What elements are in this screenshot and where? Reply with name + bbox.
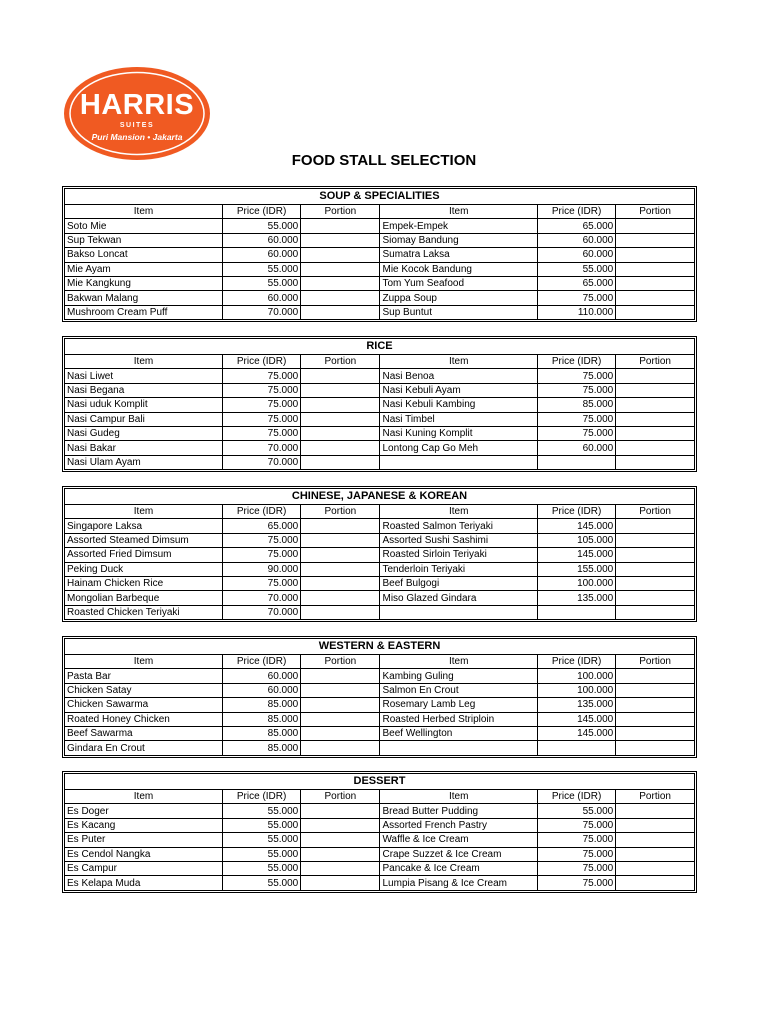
column-header: Item — [65, 655, 223, 669]
table-row — [65, 683, 694, 697]
column-header: Price (IDR) — [537, 790, 615, 804]
column-header: Portion — [616, 505, 694, 519]
logo-location: Puri Mansion • Jakarta — [91, 132, 183, 142]
item-price — [537, 605, 615, 619]
item-portion — [301, 548, 380, 562]
table-row — [65, 426, 694, 440]
table-row — [65, 233, 694, 247]
item-name — [380, 455, 538, 469]
column-header: Portion — [301, 205, 380, 219]
item-name — [380, 741, 538, 755]
column-header: Portion — [301, 505, 380, 519]
item-name: Sup Buntut — [380, 305, 538, 319]
item-name: Pancake & Ice Cream — [380, 861, 538, 875]
item-price: 110.000 — [537, 305, 615, 319]
item-price: 75.000 — [537, 369, 615, 383]
item-portion — [616, 533, 694, 547]
column-header: Price (IDR) — [537, 205, 615, 219]
item-portion — [616, 698, 694, 712]
item-price: 75.000 — [223, 548, 301, 562]
menu-table — [65, 790, 694, 890]
item-price: 60.000 — [223, 669, 301, 683]
item-name: Kambing Guling — [380, 669, 538, 683]
harris-logo — [63, 66, 211, 161]
item-portion — [616, 683, 694, 697]
section-soup — [64, 188, 695, 320]
column-header: Portion — [301, 355, 380, 369]
item-name: Nasi Campur Bali — [65, 412, 223, 426]
item-price: 100.000 — [537, 576, 615, 590]
item-price: 60.000 — [537, 233, 615, 247]
item-portion — [301, 576, 380, 590]
item-portion — [616, 833, 694, 847]
section-title: CHINESE, JAPANESE & KOREAN — [65, 489, 694, 505]
item-price: 55.000 — [223, 219, 301, 233]
item-name: Assorted Fried Dimsum — [65, 548, 223, 562]
item-name: Assorted Sushi Sashimi — [380, 533, 538, 547]
table-row — [65, 741, 694, 755]
table-header — [65, 790, 694, 804]
item-name: Sup Tekwan — [65, 233, 223, 247]
column-header: Price (IDR) — [223, 655, 301, 669]
item-portion — [616, 369, 694, 383]
item-price: 75.000 — [537, 847, 615, 861]
table-row — [65, 383, 694, 397]
item-name: Bakso Loncat — [65, 248, 223, 262]
logo-brand: HARRIS — [79, 89, 195, 121]
item-portion — [301, 726, 380, 740]
item-name: Nasi Bakar — [65, 441, 223, 455]
item-name: Chicken Sawarma — [65, 698, 223, 712]
item-price: 60.000 — [537, 441, 615, 455]
item-price: 135.000 — [537, 591, 615, 605]
item-price: 55.000 — [223, 861, 301, 875]
item-name: Sumatra Laksa — [380, 248, 538, 262]
item-price: 70.000 — [223, 441, 301, 455]
item-price: 75.000 — [537, 383, 615, 397]
item-price — [537, 741, 615, 755]
item-name: Singapore Laksa — [65, 519, 223, 533]
item-portion — [301, 818, 380, 832]
item-price: 65.000 — [537, 219, 615, 233]
table-row — [65, 876, 694, 890]
table-header — [65, 205, 694, 219]
table-row — [65, 369, 694, 383]
item-portion — [301, 305, 380, 319]
table-row — [65, 262, 694, 276]
item-portion — [616, 519, 694, 533]
item-portion — [616, 605, 694, 619]
item-name: Bakwan Malang — [65, 291, 223, 305]
item-price: 155.000 — [537, 562, 615, 576]
item-name: Es Kelapa Muda — [65, 876, 223, 890]
item-price: 65.000 — [223, 519, 301, 533]
item-name: Mushroom Cream Puff — [65, 305, 223, 319]
table-row — [65, 519, 694, 533]
item-price: 145.000 — [537, 519, 615, 533]
table-row — [65, 605, 694, 619]
item-name: Mie Kocok Bandung — [380, 262, 538, 276]
item-portion — [301, 683, 380, 697]
item-price: 55.000 — [223, 804, 301, 818]
item-name: Siomay Bandung — [380, 233, 538, 247]
item-name: Gindara En Crout — [65, 741, 223, 755]
item-name: Nasi Kebuli Kambing — [380, 398, 538, 412]
column-header: Portion — [301, 655, 380, 669]
table-row — [65, 412, 694, 426]
item-portion — [301, 533, 380, 547]
item-name: Nasi Kebuli Ayam — [380, 383, 538, 397]
item-name: Soto Mie — [65, 219, 223, 233]
item-price: 85.000 — [537, 398, 615, 412]
table-row — [65, 291, 694, 305]
item-price: 60.000 — [537, 248, 615, 262]
section-asian — [64, 488, 695, 620]
item-price: 75.000 — [537, 291, 615, 305]
item-price: 70.000 — [223, 305, 301, 319]
table-row — [65, 833, 694, 847]
item-portion — [301, 233, 380, 247]
item-price: 75.000 — [223, 383, 301, 397]
item-name: Es Kacang — [65, 818, 223, 832]
column-header: Price (IDR) — [223, 505, 301, 519]
item-price: 145.000 — [537, 726, 615, 740]
item-name: Hainam Chicken Rice — [65, 576, 223, 590]
item-name: Assorted French Pastry — [380, 818, 538, 832]
item-portion — [301, 605, 380, 619]
item-portion — [301, 441, 380, 455]
item-price: 75.000 — [223, 576, 301, 590]
table-row — [65, 562, 694, 576]
item-portion — [301, 698, 380, 712]
item-name: Salmon En Crout — [380, 683, 538, 697]
item-portion — [616, 876, 694, 890]
item-price: 75.000 — [223, 369, 301, 383]
item-name: Beef Wellington — [380, 726, 538, 740]
item-name: Lontong Cap Go Meh — [380, 441, 538, 455]
table-row — [65, 712, 694, 726]
item-price: 60.000 — [223, 233, 301, 247]
item-portion — [616, 383, 694, 397]
table-row — [65, 669, 694, 683]
item-portion — [616, 804, 694, 818]
item-price: 65.000 — [537, 276, 615, 290]
page-title: FOOD STALL SELECTION — [291, 152, 477, 169]
column-header: Portion — [301, 790, 380, 804]
section-title: RICE — [65, 339, 694, 355]
column-header: Portion — [616, 205, 694, 219]
item-name: Mie Ayam — [65, 262, 223, 276]
item-name: Zuppa Soup — [380, 291, 538, 305]
table-row — [65, 698, 694, 712]
item-price: 85.000 — [223, 712, 301, 726]
item-portion — [616, 591, 694, 605]
column-header: Item — [380, 355, 538, 369]
item-name: Nasi Gudeg — [65, 426, 223, 440]
item-portion — [616, 398, 694, 412]
table-header — [65, 655, 694, 669]
item-name: Roasted Sirloin Teriyaki — [380, 548, 538, 562]
section-western — [64, 638, 695, 756]
item-name: Mongolian Barbeque — [65, 591, 223, 605]
item-price: 85.000 — [223, 741, 301, 755]
item-price: 90.000 — [223, 562, 301, 576]
item-name: Nasi Benoa — [380, 369, 538, 383]
item-price: 55.000 — [223, 876, 301, 890]
item-portion — [616, 726, 694, 740]
item-price: 75.000 — [537, 861, 615, 875]
item-name: Nasi Liwet — [65, 369, 223, 383]
column-header: Portion — [616, 355, 694, 369]
item-price: 60.000 — [223, 683, 301, 697]
column-header: Item — [65, 790, 223, 804]
table-row — [65, 276, 694, 290]
item-portion — [301, 712, 380, 726]
item-name: Lumpia Pisang & Ice Cream — [380, 876, 538, 890]
item-name: Roasted Chicken Teriyaki — [65, 605, 223, 619]
item-name: Miso Glazed Gindara — [380, 591, 538, 605]
item-portion — [616, 219, 694, 233]
item-price: 70.000 — [223, 591, 301, 605]
item-portion — [301, 861, 380, 875]
item-portion — [616, 262, 694, 276]
item-price: 75.000 — [223, 412, 301, 426]
item-name: Es Campur — [65, 861, 223, 875]
section-title: DESSERT — [65, 774, 694, 790]
item-name: Tom Yum Seafood — [380, 276, 538, 290]
item-portion — [616, 669, 694, 683]
table-header — [65, 505, 694, 519]
item-name: Roasted Salmon Teriyaki — [380, 519, 538, 533]
item-portion — [301, 876, 380, 890]
item-portion — [616, 276, 694, 290]
item-portion — [616, 455, 694, 469]
item-portion — [301, 669, 380, 683]
item-portion — [616, 548, 694, 562]
item-name: Es Puter — [65, 833, 223, 847]
item-portion — [616, 441, 694, 455]
section-title: WESTERN & EASTERN — [65, 639, 694, 655]
item-name: Roated Honey Chicken — [65, 712, 223, 726]
item-portion — [616, 712, 694, 726]
item-portion — [301, 383, 380, 397]
item-name: Peking Duck — [65, 562, 223, 576]
table-row — [65, 455, 694, 469]
item-price: 55.000 — [537, 262, 615, 276]
column-header: Price (IDR) — [537, 355, 615, 369]
table-row — [65, 398, 694, 412]
item-name: Tenderloin Teriyaki — [380, 562, 538, 576]
item-price: 75.000 — [537, 412, 615, 426]
item-name: Beef Bulgogi — [380, 576, 538, 590]
menu-table — [65, 505, 694, 619]
item-name: Pasta Bar — [65, 669, 223, 683]
item-price: 145.000 — [537, 712, 615, 726]
item-price: 105.000 — [537, 533, 615, 547]
item-price: 145.000 — [537, 548, 615, 562]
item-portion — [301, 262, 380, 276]
item-portion — [301, 562, 380, 576]
item-price: 55.000 — [537, 804, 615, 818]
item-name: Nasi uduk Komplit — [65, 398, 223, 412]
section-dessert — [64, 773, 695, 891]
section-title: SOUP & SPECIALITIES — [65, 189, 694, 205]
table-row — [65, 576, 694, 590]
item-name: Nasi Timbel — [380, 412, 538, 426]
item-portion — [301, 219, 380, 233]
item-name: Crape Suzzet & Ice Cream — [380, 847, 538, 861]
table-row — [65, 861, 694, 875]
item-portion — [616, 861, 694, 875]
item-portion — [301, 248, 380, 262]
item-name: Es Doger — [65, 804, 223, 818]
item-portion — [616, 248, 694, 262]
item-portion — [301, 741, 380, 755]
column-header: Price (IDR) — [223, 205, 301, 219]
column-header: Item — [380, 655, 538, 669]
column-header: Price (IDR) — [537, 655, 615, 669]
item-portion — [616, 576, 694, 590]
column-header: Item — [65, 355, 223, 369]
item-portion — [301, 455, 380, 469]
item-name: Waffle & Ice Cream — [380, 833, 538, 847]
item-price: 100.000 — [537, 683, 615, 697]
item-price: 75.000 — [223, 426, 301, 440]
item-name: Es Cendol Nangka — [65, 847, 223, 861]
item-price: 70.000 — [223, 605, 301, 619]
table-row — [65, 847, 694, 861]
item-portion — [616, 233, 694, 247]
item-price: 75.000 — [223, 533, 301, 547]
item-portion — [301, 398, 380, 412]
section-rice — [64, 338, 695, 470]
item-name — [380, 605, 538, 619]
table-row — [65, 533, 694, 547]
table-row — [65, 248, 694, 262]
item-portion — [616, 741, 694, 755]
item-portion — [301, 426, 380, 440]
item-name: Nasi Kuning Komplit — [380, 426, 538, 440]
item-portion — [301, 412, 380, 426]
table-row — [65, 818, 694, 832]
column-header: Item — [65, 505, 223, 519]
item-portion — [616, 291, 694, 305]
item-portion — [616, 412, 694, 426]
item-portion — [301, 847, 380, 861]
item-portion — [301, 833, 380, 847]
item-name: Roasted Herbed Striploin — [380, 712, 538, 726]
column-header: Item — [380, 790, 538, 804]
item-price: 75.000 — [223, 398, 301, 412]
item-price: 75.000 — [537, 818, 615, 832]
item-name: Nasi Begana — [65, 383, 223, 397]
table-row — [65, 548, 694, 562]
item-portion — [616, 426, 694, 440]
item-price: 100.000 — [537, 669, 615, 683]
item-price: 85.000 — [223, 698, 301, 712]
item-portion — [301, 804, 380, 818]
column-header: Portion — [616, 655, 694, 669]
menu-table — [65, 655, 694, 755]
item-portion — [301, 591, 380, 605]
table-row — [65, 591, 694, 605]
item-price: 75.000 — [537, 833, 615, 847]
item-price: 60.000 — [223, 291, 301, 305]
item-price: 60.000 — [223, 248, 301, 262]
item-price: 55.000 — [223, 847, 301, 861]
item-portion — [301, 291, 380, 305]
item-portion — [616, 562, 694, 576]
item-price: 55.000 — [223, 276, 301, 290]
table-row — [65, 441, 694, 455]
item-price: 75.000 — [537, 876, 615, 890]
item-price: 55.000 — [223, 262, 301, 276]
menu-table — [65, 355, 694, 469]
item-name: Chicken Satay — [65, 683, 223, 697]
item-portion — [301, 519, 380, 533]
table-row — [65, 726, 694, 740]
table-row — [65, 219, 694, 233]
item-name: Mie Kangkung — [65, 276, 223, 290]
column-header: Item — [380, 205, 538, 219]
item-price — [537, 455, 615, 469]
logo-suites: SUITES — [119, 122, 155, 129]
item-name: Empek-Empek — [380, 219, 538, 233]
item-name: Assorted Steamed Dimsum — [65, 533, 223, 547]
column-header: Item — [65, 205, 223, 219]
table-row — [65, 804, 694, 818]
column-header: Price (IDR) — [223, 355, 301, 369]
item-price: 55.000 — [223, 833, 301, 847]
item-price: 85.000 — [223, 726, 301, 740]
item-portion — [616, 305, 694, 319]
item-price: 75.000 — [537, 426, 615, 440]
item-price: 55.000 — [223, 818, 301, 832]
item-portion — [616, 818, 694, 832]
column-header: Item — [380, 505, 538, 519]
menu-table — [65, 205, 694, 319]
table-row — [65, 305, 694, 319]
item-price: 70.000 — [223, 455, 301, 469]
table-header — [65, 355, 694, 369]
item-portion — [301, 276, 380, 290]
item-name: Rosemary Lamb Leg — [380, 698, 538, 712]
item-name: Bread Butter Pudding — [380, 804, 538, 818]
column-header: Price (IDR) — [223, 790, 301, 804]
item-portion — [301, 369, 380, 383]
column-header: Price (IDR) — [537, 505, 615, 519]
item-name: Beef Sawarma — [65, 726, 223, 740]
item-name: Nasi Ulam Ayam — [65, 455, 223, 469]
item-portion — [616, 847, 694, 861]
column-header: Portion — [616, 790, 694, 804]
item-price: 135.000 — [537, 698, 615, 712]
